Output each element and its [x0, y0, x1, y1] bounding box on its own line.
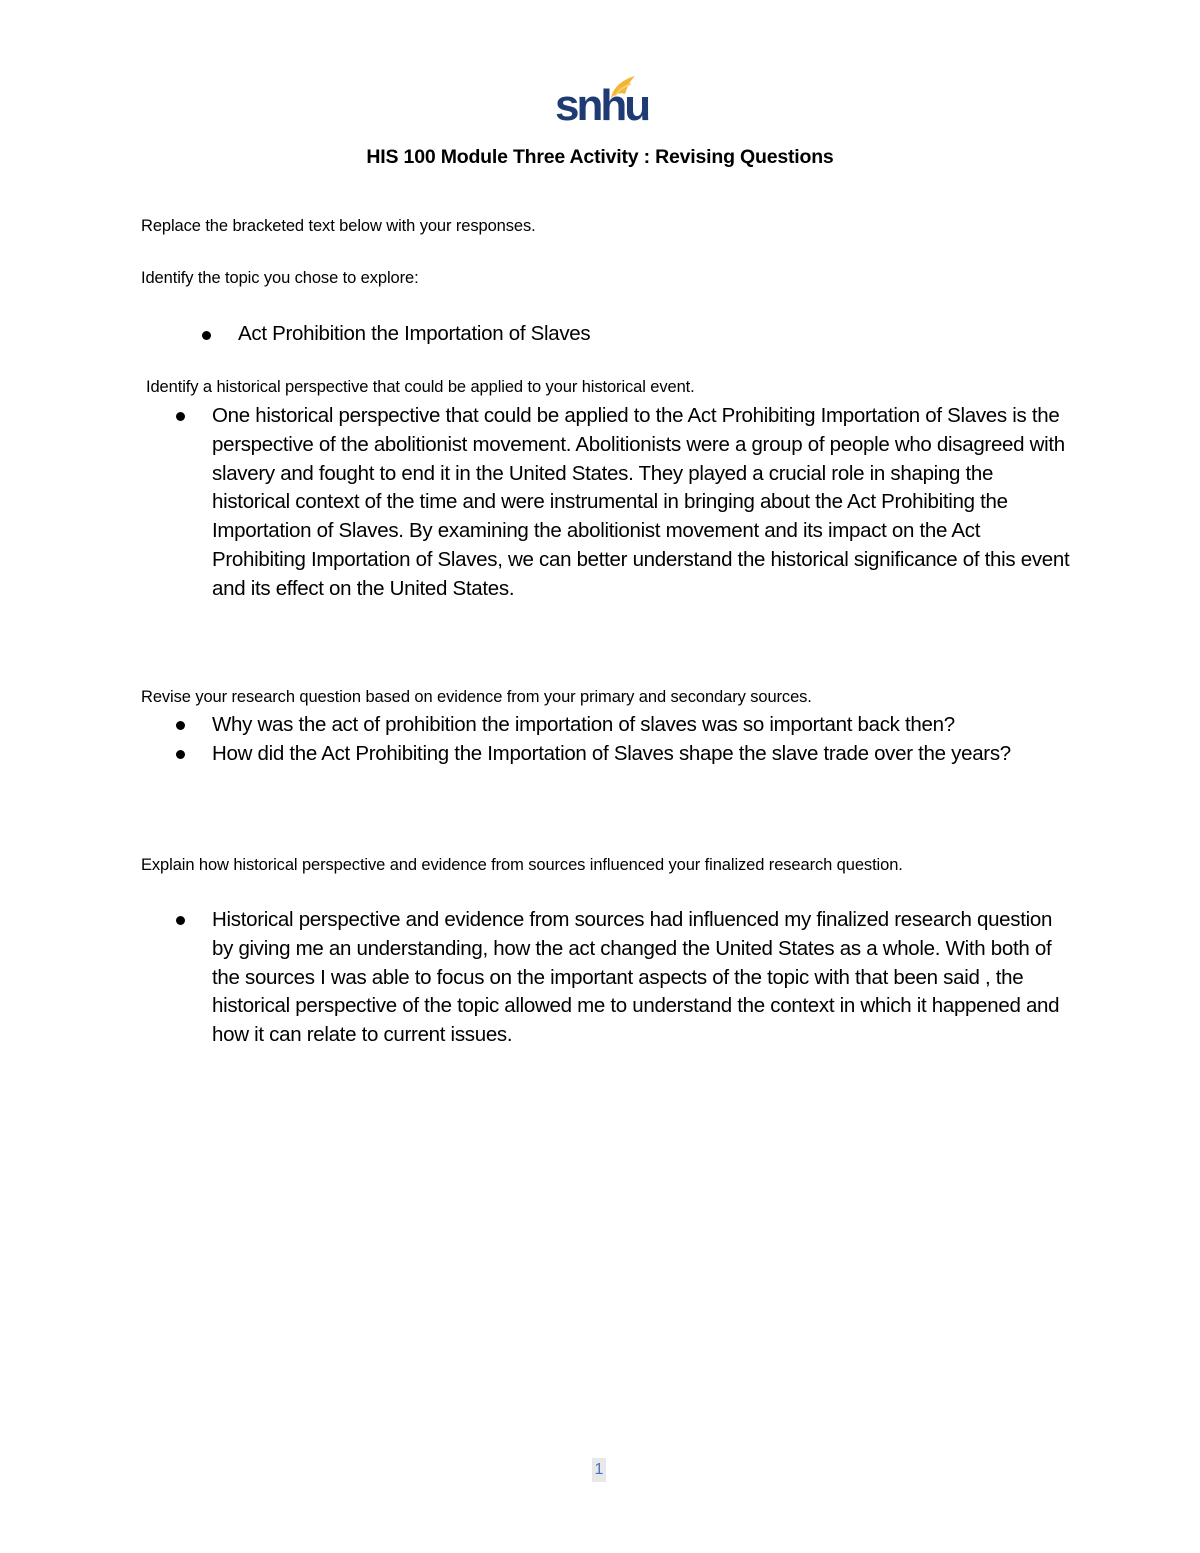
list-item — [0, 402, 1072, 604]
research-question-1: Why was the act of prohibition the importation of slaves was so important back then? — [212, 713, 955, 736]
influence-response: Historical perspective and evidence from sources had influenced my finalized research question by giving me an understanding, how the act changed the United States as a whole. With both of the sources I was able to focus on the important aspects of the topic with that been said , the historical perspective of the topic allowed me to understand the context in which it happened and how it can relate to current issues. — [212, 908, 1060, 1047]
topic-prompt: Identify the topic you chose to explore: — [141, 269, 419, 287]
bullet-icon — [202, 331, 211, 340]
topic-list — [0, 320, 1038, 349]
list-item — [0, 320, 1038, 349]
research-question-list — [0, 711, 1072, 769]
research-question-prompt: Revise your research question based on evidence from your primary and secondary sources. — [141, 688, 812, 706]
snhu-logo — [553, 72, 649, 132]
page-title: HIS 100 Module Three Activity : Revising Questions — [366, 146, 834, 168]
perspective-list — [0, 402, 1072, 604]
instructions-text: Replace the bracketed text below with your responses. — [141, 217, 536, 235]
influence-list — [0, 906, 1072, 1050]
bullet-icon — [176, 916, 185, 925]
bullet-icon — [176, 412, 185, 421]
bullet-icon — [176, 721, 185, 730]
page-number: 1 — [592, 1458, 606, 1482]
list-item — [0, 740, 1072, 769]
topic-response: Act Prohibition the Importation of Slaves — [238, 322, 591, 345]
bullet-icon — [176, 750, 185, 759]
list-item — [0, 711, 1072, 740]
perspective-response: One historical perspective that could be applied to the Act Prohibiting Importation of Slaves is the perspective of the abolitionist movement. Abolitionists were a group of people who disagreed with slavery and fought to end it in the United States. They played a crucial role in shaping the historical context of the time and were instrumental in bringing about the Act Prohibiting the Importation of Slaves. By examining the abolitionist movement and its impact on the Act Prohibiting Importation of Slaves, we can better understand the historical significance of this event and its effect on the United States. — [212, 404, 1070, 600]
perspective-prompt: Identify a historical perspective that could be applied to your historical event. — [146, 378, 695, 396]
influence-prompt: Explain how historical perspective and evidence from sources influenced your finalized research question. — [141, 856, 903, 874]
logo-wordmark: snhu — [555, 81, 649, 130]
list-item — [0, 906, 1072, 1050]
research-question-2: How did the Act Prohibiting the Importation of Slaves shape the slave trade over the years? — [212, 741, 1011, 765]
